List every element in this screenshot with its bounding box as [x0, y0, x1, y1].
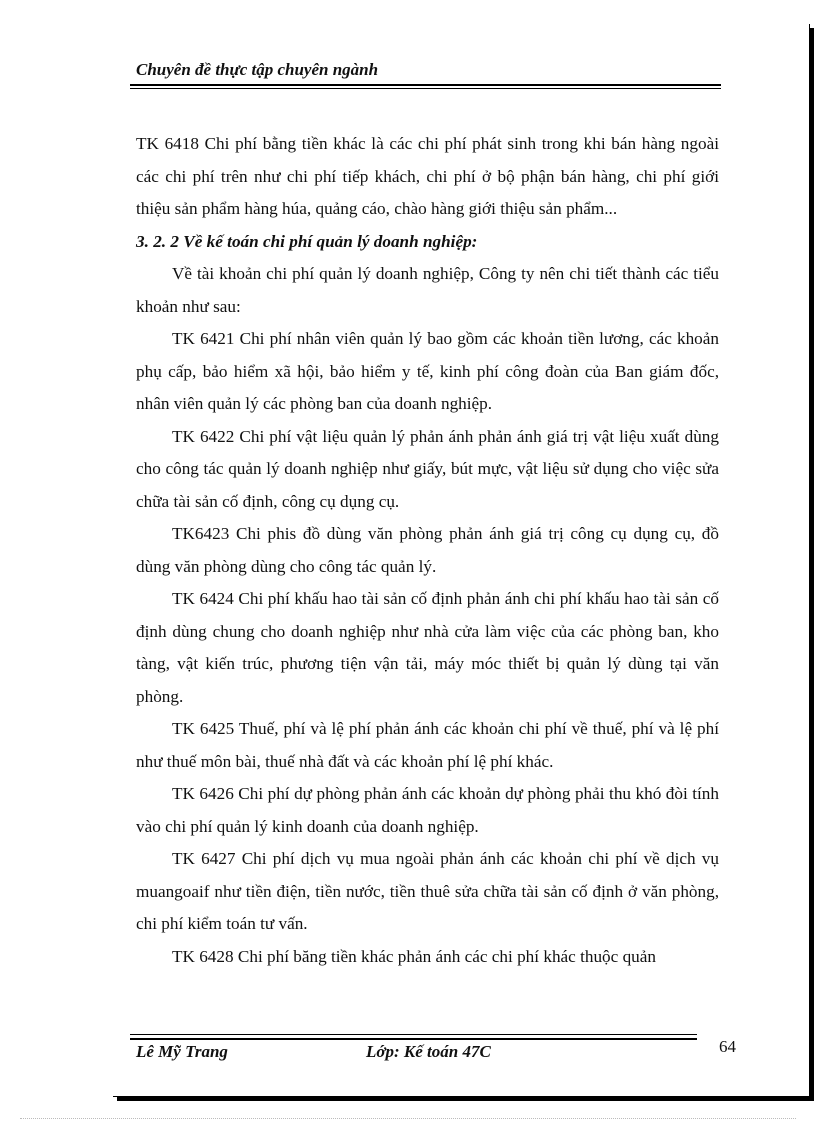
running-header-title: Chuyên đề thực tập chuyên ngành [136, 60, 379, 79]
paragraph-tk6426: TK 6426 Chi phí dự phòng phản ánh các khoản dự phòng phải thu khó đòi tính vào chi phí quản lý kinh doanh của doanh nghiệp. [136, 784, 719, 836]
paragraph-tk6421: TK 6421 Chi phí nhân viên quản lý bao gồm các khoản tiền lương, các khoản phụ cấp, bảo hiểm xã hội, bảo hiểm y tế, kinh phí công đoàn của Ban giám đốc, nhân viên quản lý các phòng ban của doanh nghiệp. [136, 329, 719, 413]
footer-rule-thin [130, 1034, 697, 1035]
footer-class: Lớp: Kế toán 47C [366, 1042, 491, 1061]
paragraph-intro: Về tài khoản chi phí quản lý doanh nghiệp, Công ty nên chi tiết thành các tiểu khoản như sau: [136, 264, 719, 316]
footer-author: Lê Mỹ Trang [136, 1042, 228, 1061]
header-rule [130, 84, 721, 86]
paragraph-tk6428: TK 6428 Chi phí băng tiền khác phản ánh các chi phí khác thuộc quản [172, 946, 656, 966]
page-number: 64 [719, 1037, 736, 1056]
body-content [136, 128, 719, 973]
paragraph-tk6424: TK 6424 Chi phí khấu hao tài sản cố định phản ánh chi phí khấu hao tài sản cố định dùng chung cho doanh nghiệp như nhà cửa làm việc của các phòng ban, kho tàng, vật kiến trúc, phương tiện vận tải, máy móc thiết bị quản lý dùng tại văn phòng. [136, 589, 719, 706]
paragraph-tk6427: TK 6427 Chi phí dịch vụ mua ngoài phản ánh các khoản chi phí về dịch vụ muangoaif như tiền điện, tiền nước, tiền thuê sửa chữa tài sản cố định ở văn phòng, chi phí kiểm toán tư vấn. [136, 849, 719, 933]
paragraph-tk6425: TK 6425 Thuế, phí và lệ phí phản ánh các khoản chi phí về thuế, phí và lệ phí như thuế môn bài, thuế nhà đất và các khoản phí lệ phí khác. [136, 719, 719, 771]
bottom-dotted-line [20, 1118, 796, 1119]
paragraph-tk6418: TK 6418 Chi phí bằng tiền khác là các chi phí phát sinh trong khi bán hàng ngoài các chi phí trên như chi phí tiếp khách, chi phí ở bộ phận bán hàng, chi phí giới thiệu sản phẩm hàng húa, quảng cáo, chào hàng giới thiệu sản phẩm... [136, 134, 719, 218]
paragraph-tk6422: TK 6422 Chi phí vật liệu quản lý phản ánh phản ánh giá trị vật liệu xuất dùng cho công tác quản lý doanh nghiệp như giấy, bút mực, vật liệu sử dụng cho việc sửa chữa tài sản cố định, công cụ dụng cụ. [136, 426, 719, 511]
footer-rule [130, 1038, 697, 1040]
section-heading: 3. 2. 2 Về kế toán chi phí quản lý doanh nghiệp: [136, 231, 478, 251]
paragraph-tk6423: TK6423 Chi phis đồ dùng văn phòng phản ánh giá trị công cụ dụng cụ, đồ dùng văn phòng dùng cho công tác quản lý. [136, 524, 719, 576]
header-rule-thin [130, 88, 721, 89]
